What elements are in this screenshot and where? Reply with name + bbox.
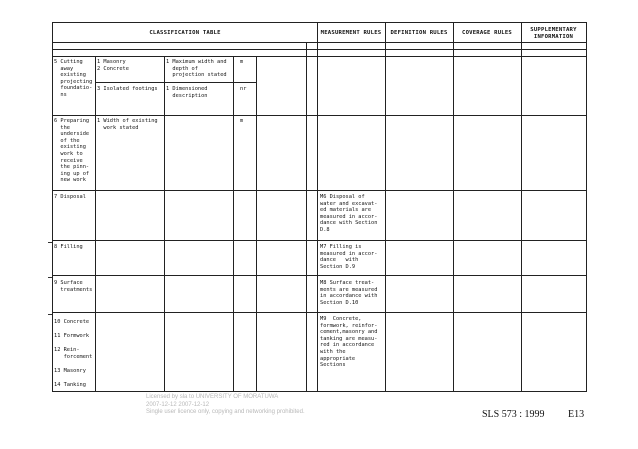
- row5-level2-isolated-footings: 3 Isolated footings: [97, 86, 158, 92]
- margin-tick: [48, 277, 52, 278]
- coverage-rules-header: COVERAGE RULES: [462, 30, 512, 36]
- item-reinforcement: 12 Rein- forcement: [54, 347, 93, 360]
- row-divider: [52, 115, 587, 116]
- row5-unit-nr: nr: [240, 86, 247, 92]
- item-surface-treatments: 9 Surface treatments: [54, 280, 93, 293]
- column-divider: [453, 22, 454, 392]
- item-preparing-underside: 6 Preparing the underside of the existing work to receive the pinn- ing up of new work: [54, 118, 90, 184]
- header-bottom-border: [52, 42, 587, 43]
- row5-unit-m: m: [240, 59, 244, 65]
- rule-m7: M7 Filling is measured in accor- dance with Section D.9: [320, 244, 378, 270]
- rule-m8: M8 Surface treat- ments are measured in accordance with Section D.10: [320, 280, 378, 306]
- item-cutting-away: 5 Cutting away existing projecting foundatio- ns: [54, 59, 93, 98]
- row5-level2-masonry-concrete: 1 Masonry 2 Concrete: [97, 59, 129, 72]
- header-double-border: [52, 49, 587, 50]
- row5-level3-dimensioned: 1 Dimensioned description: [166, 86, 208, 99]
- item-filling: 8 Filling: [54, 244, 83, 250]
- classification-table-header: CLASSIFICATION TABLE: [149, 30, 221, 36]
- item-concrete: 10 Concrete: [54, 319, 90, 325]
- column-divider: [95, 56, 96, 392]
- rule-m9: M9 Concrete, formwork, reinfor- cement,masonry and tanking are measu- red in accordance with the appropriate Sections: [320, 316, 378, 369]
- column-divider: [317, 22, 318, 392]
- item-tanking: 14 Tanking: [54, 382, 86, 388]
- measurement-rules-header: MEASUREMENT RULES: [320, 30, 382, 36]
- row5-level3-max-width: 1 Maximum width and depth of projection stated: [166, 59, 227, 79]
- row-divider: [95, 82, 256, 83]
- definition-rules-header: DEFINITION RULES: [390, 30, 448, 36]
- page-number: E13: [568, 409, 585, 420]
- column-divider: [256, 56, 257, 392]
- table-left-border: [52, 22, 53, 392]
- item-disposal: 7 Disposal: [54, 194, 86, 200]
- row-divider: [52, 275, 587, 276]
- watermark-line-1: Licensed by sla to UNIVERSITY OF MORATUWA: [146, 394, 279, 400]
- row6-unit-m: m: [240, 118, 244, 124]
- table-top-border: [52, 22, 587, 23]
- row6-level2-width: 1 Width of existing work stated: [97, 118, 158, 131]
- item-formwork: 11 Formwork: [54, 333, 90, 339]
- column-divider: [306, 42, 307, 392]
- margin-tick: [48, 242, 52, 243]
- column-divider: [164, 56, 165, 392]
- table-right-border: [586, 22, 587, 392]
- column-divider: [385, 22, 386, 392]
- row-divider: [52, 240, 587, 241]
- row-divider: [52, 56, 587, 57]
- item-masonry: 13 Masonry: [54, 368, 86, 374]
- license-watermark: [146, 394, 386, 417]
- row-divider: [52, 312, 587, 313]
- column-divider: [233, 56, 234, 392]
- watermark-line-2: 2007-12-12 2007-12-12: [146, 401, 210, 408]
- margin-tick: [48, 314, 52, 315]
- column-divider: [521, 22, 522, 392]
- standard-number: SLS 573 : 1999: [482, 409, 545, 420]
- table-bottom-border: [52, 391, 587, 392]
- supplementary-information-header: SUPPLEMENTARY INFORMATION: [530, 27, 577, 40]
- rule-m6: M6 Disposal of water and excavat- ed materials are measured in accor- dance with Section D.8: [320, 194, 378, 233]
- row-divider: [52, 190, 587, 191]
- watermark-line-3: Single user licence only, copying and networking prohibited.: [146, 409, 305, 415]
